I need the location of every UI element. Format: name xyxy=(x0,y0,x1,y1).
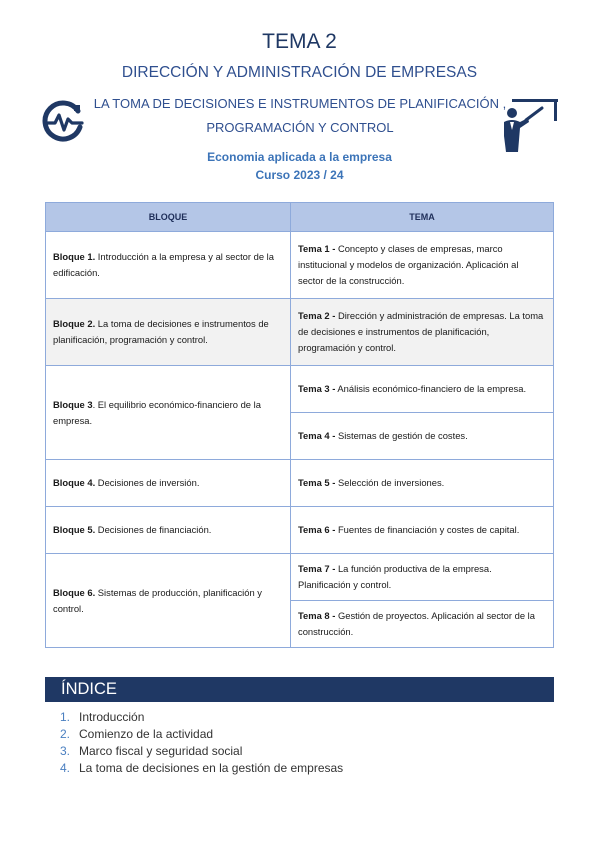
index-header xyxy=(45,677,554,702)
bloque-cell xyxy=(46,554,291,648)
tema-number: Tema 1 - xyxy=(298,243,336,254)
bloque-text: La toma de decisiones e instrumentos de planificación, programación y control. xyxy=(53,318,269,345)
bloque-number: Bloque 5. xyxy=(53,524,96,535)
index-item-number: 4. xyxy=(60,761,71,775)
tema-text: Dirección y administración de empresas. La toma de decisiones e instrumentos de planificación, programación y control. xyxy=(298,310,544,353)
tema-text: Sistemas de gestión de costes. xyxy=(335,430,468,441)
page-title: TEMA 2 xyxy=(262,30,337,53)
bloque-cell xyxy=(46,232,291,299)
tema-number: Tema 8 - xyxy=(298,610,336,621)
page-subtitle: DIRECCIÓN Y ADMINISTRACIÓN DE EMPRESAS xyxy=(121,64,478,81)
bloque-text: Introducción a la empresa y al sector de la edificación. xyxy=(53,251,274,278)
tema-number: Tema 5 - xyxy=(298,477,336,488)
index-item-label: Comienzo de la actividad xyxy=(79,727,214,741)
tema-cell xyxy=(291,507,554,554)
index-item-number: 1. xyxy=(60,710,71,724)
table-row xyxy=(46,299,554,366)
tema-cell xyxy=(291,601,554,648)
bloque-text: . El equilibrio económico-financiero de la empresa. xyxy=(53,398,261,426)
index-item-number: 2. xyxy=(60,727,71,741)
tema-cell xyxy=(291,232,554,299)
index-item-label: Introducción xyxy=(79,710,145,724)
index-item[interactable] xyxy=(60,760,343,777)
tema-number: Tema 2 - xyxy=(298,310,336,321)
index-item-label: La toma de decisiones en la gestión de empresas xyxy=(79,761,344,775)
index-item-label: Marco fiscal y seguridad social xyxy=(79,744,243,758)
presenter-board-icon xyxy=(498,96,560,154)
tema-text: Gestión de proyectos. Aplicación al sector de la construcción. xyxy=(298,610,535,637)
topic-line-2: PROGRAMACIÓN Y CONTROL xyxy=(206,120,394,135)
bloque-text: Sistemas de producción, planificación y control. xyxy=(53,586,262,614)
index-item[interactable] xyxy=(60,726,343,743)
tema-number: Tema 6 - xyxy=(298,524,336,535)
tema-text: Selección de inversiones. xyxy=(335,477,445,488)
bloque-number: Bloque 3 xyxy=(53,398,93,410)
bloque-cell xyxy=(46,507,291,554)
index-item[interactable] xyxy=(60,743,343,760)
bloque-cell xyxy=(46,366,291,460)
topic-heading xyxy=(90,92,510,140)
tema-number: Tema 4 - xyxy=(298,430,336,441)
tema-cell xyxy=(291,554,554,601)
tema-cell xyxy=(291,460,554,507)
bloque-text: Decisiones de inversión. xyxy=(95,477,200,488)
bloque-cell xyxy=(46,299,291,366)
index-item[interactable] xyxy=(60,709,343,726)
course-year: Curso 2023 / 24 xyxy=(255,168,344,182)
tema-cell xyxy=(291,413,554,460)
tema-text: La función productiva de la empresa. Planificación y control. xyxy=(298,563,492,590)
table-row xyxy=(46,507,554,554)
course-name: Economia aplicada a la empresa xyxy=(207,150,392,164)
index-list xyxy=(60,709,343,777)
bloque-number: Bloque 2. xyxy=(53,318,96,329)
column-header-bloque: BLOQUE xyxy=(46,203,291,232)
bloque-number: Bloque 6. xyxy=(53,586,96,598)
index-title: ÍNDICE xyxy=(61,680,117,698)
bloque-number: Bloque 4. xyxy=(53,477,96,488)
tema-text: Análisis económico-financiero de la empresa. xyxy=(335,383,527,394)
tema-number: Tema 7 - xyxy=(298,563,336,574)
column-header-tema: TEMA xyxy=(291,203,554,232)
bloque-cell xyxy=(46,460,291,507)
course-blocks-table xyxy=(45,202,554,648)
tema-text: Fuentes de financiación y costes de capital. xyxy=(335,524,520,535)
table-row xyxy=(46,554,554,601)
table-row xyxy=(46,366,554,413)
tema-number: Tema 3 - xyxy=(298,383,336,394)
topic-line-1: LA TOMA DE DECISIONES E INSTRUMENTOS DE PLANIFICACIÓN , xyxy=(93,96,507,111)
bloque-number: Bloque 1. xyxy=(53,251,96,262)
bloque-text: Decisiones de financiación. xyxy=(95,524,212,535)
tema-cell xyxy=(291,366,554,413)
table-row xyxy=(46,460,554,507)
tema-cell xyxy=(291,299,554,366)
table-row xyxy=(46,232,554,299)
tema-text: Concepto y clases de empresas, marco institucional y modelos de organización. Aplicación al sector de la construcción. xyxy=(298,243,519,286)
heartbeat-gear-icon xyxy=(38,97,86,145)
index-item-number: 3. xyxy=(60,744,71,758)
